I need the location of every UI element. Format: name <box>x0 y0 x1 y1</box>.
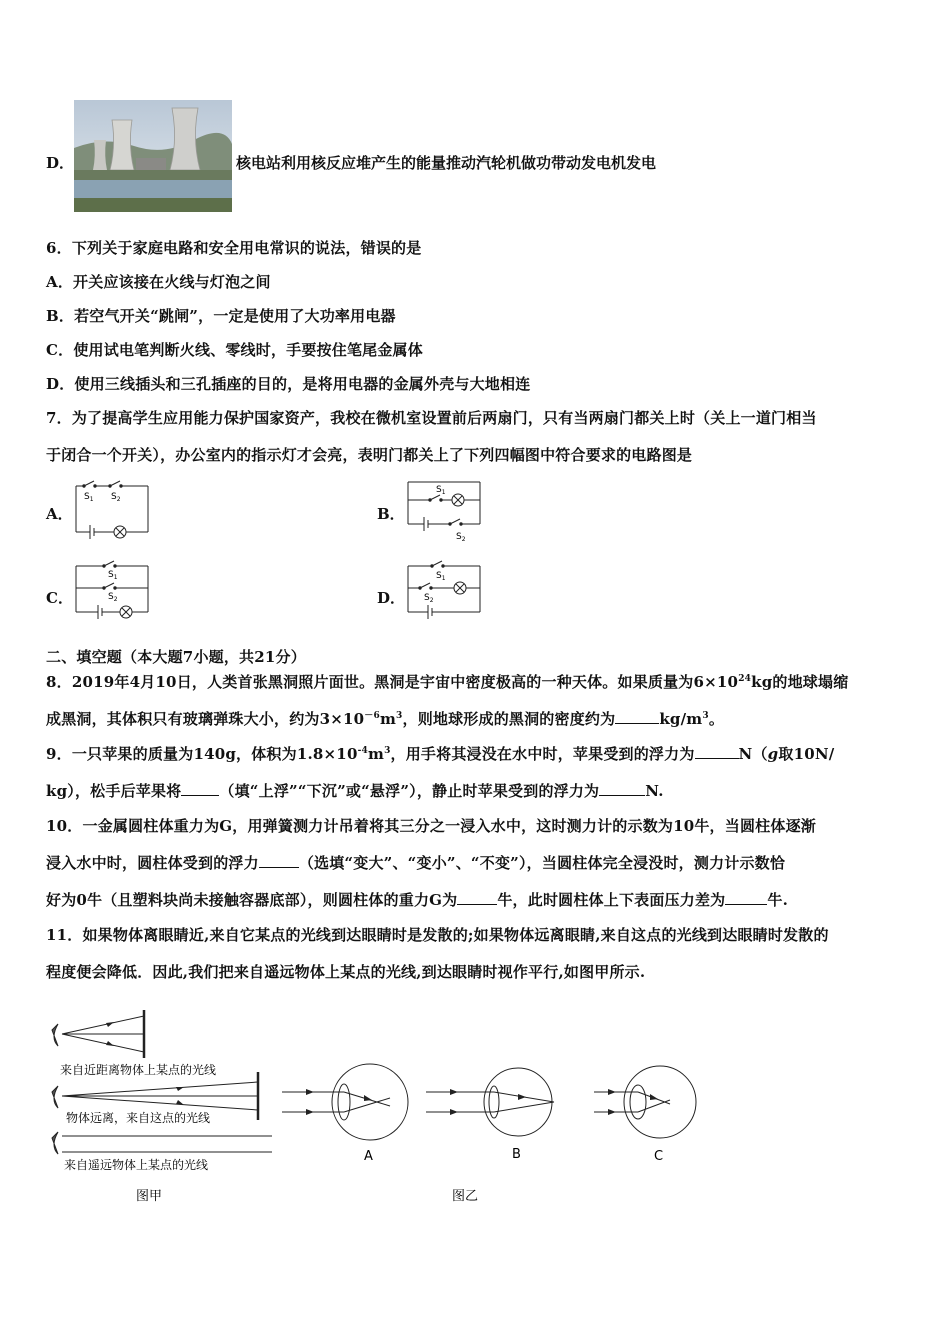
switch-s2-label: $S_2$ <box>424 593 434 604</box>
q6-option-d: D．使用三线插头和三孔插座的目的，是将用电器的金属外壳与大地相连 <box>46 375 531 393</box>
figure-yi-label-a: A <box>364 1149 373 1164</box>
answer-blank[interactable] <box>457 890 497 905</box>
switch-s1-label: $S_1$ <box>436 485 446 496</box>
q5-option-d-letter: D． <box>46 154 75 172</box>
figure-jia-label-3: 来自遥远物体上某点的光线 <box>64 1158 209 1172</box>
q9-line2: kg），松手后苹果将 （填“上浮”“下沉”或“悬浮”），静止时苹果受到的浮力为 N. <box>46 782 664 800</box>
q5-option-d-text: 核电站利用核反应堆产生的能量推动汽轮机做功带动发电机发电 <box>236 154 657 172</box>
q7-option-d-letter: D． <box>377 589 406 607</box>
answer-blank[interactable] <box>695 744 739 759</box>
switch-s2-label: $S_2$ <box>456 532 466 543</box>
figure-jia-caption: 图甲 <box>136 1189 163 1204</box>
circuit-diagram-a <box>70 478 154 542</box>
switch-s1-label: $S_1$ <box>84 492 94 503</box>
q7-stem-line1: 7．为了提高学生应用能力保护国家资产，我校在微机室设置前后两扇门，只有当两扇门都关上时（关上一道门相当 <box>46 409 817 427</box>
q6-option-c: C．使用试电笔判断火线、零线时，手要按住笔尾金属体 <box>46 341 423 359</box>
switch-s2-label: $S_2$ <box>111 492 121 503</box>
q9-line1: 9．一只苹果的质量为140g，体积为$1.8\times 10^{-4}m^3$，用手将其浸没在水中时，苹果受到的浮力为 N（g取10N/ <box>46 745 835 763</box>
q10-line1: 10．一金属圆柱体重力为G，用弹簧测力计吊着将其三分之一浸入水中，这时测力计的示数为10牛，当圆柱体逐渐 <box>46 817 816 835</box>
figure-jia-label-1: 来自近距离物体上某点的光线 <box>60 1063 217 1077</box>
switch-s2-label: $S_2$ <box>108 592 118 603</box>
switch-s1-label: $S_1$ <box>108 570 118 581</box>
answer-blank[interactable] <box>181 781 219 796</box>
answer-blank[interactable] <box>725 890 767 905</box>
answer-blank[interactable] <box>259 853 299 868</box>
q11-line2: 程度便会降低．因此,我们把来自遥远物体上某点的光线,到达眼睛时视作平行,如图甲所示. <box>46 963 646 981</box>
figure-jia <box>44 1006 280 1206</box>
answer-blank[interactable] <box>599 781 645 796</box>
q10-line2: 浸入水中时，圆柱体受到的浮力 （选填“变大”、“变小”、“不变”），当圆柱体完全浸没时，测力计示数恰 <box>46 854 786 872</box>
q6-option-a: A．开关应该接在火线与灯泡之间 <box>46 273 271 291</box>
eye-icon <box>52 1132 58 1154</box>
circuit-diagram-d <box>402 558 486 624</box>
figure-yi-label-c: C <box>654 1149 664 1164</box>
eye-icon <box>52 1086 58 1108</box>
figure-jia-label-2: 物体远离，来自这点的光线 <box>66 1111 211 1125</box>
circuit-diagram-c <box>70 560 154 624</box>
q11-line1: 11．如果物体离眼睛近,来自它某点的光线到达眼睛时是发散的;如果物体远离眼睛,来自这点的光线到达眼睛时发散的 <box>46 926 829 944</box>
q6-stem: 6．下列关于家庭电路和安全用电常识的说法，错误的是 <box>46 239 422 257</box>
q8-line1: 8．2019年4月10日，人类首张黑洞照片面世。黑洞是宇宙中密度极高的一种天体。如果质量为$6\times 10^{24}kg$的地球塌缩 <box>46 673 849 691</box>
nuclear-plant-photo <box>74 100 232 212</box>
q10-line3: 好为0牛（且塑料块尚未接触容器底部），则圆柱体的重力G为 牛，此时圆柱体上下表面压力差为 牛. <box>46 891 788 909</box>
figure-yi-label-b: B <box>512 1147 521 1162</box>
q7-option-b-letter: B． <box>377 505 405 523</box>
section-title-fill-blank: 二、填空题（本大题7小题，共21分） <box>46 648 306 666</box>
figure-yi <box>278 1056 708 1206</box>
q7-option-a-letter: A． <box>46 505 73 523</box>
q7-option-c-letter: C． <box>46 589 73 607</box>
q8-line2: 成黑洞，其体积只有玻璃弹珠大小，约为$3\times 10^{-6}m^3$，则地球形成的黑洞的密度约为 $kg/m^3$。 <box>46 710 725 728</box>
eye-icon <box>52 1024 58 1046</box>
figure-yi-caption: 图乙 <box>452 1189 479 1204</box>
q7-stem-line2: 于闭合一个开关），办公室内的指示灯才会亮，表明门都关上了下列四幅图中符合要求的电路图是 <box>46 446 693 464</box>
q6-option-b: B．若空气开关“跳闸”，一定是使用了大功率用电器 <box>46 307 396 325</box>
circuit-diagram-b <box>402 476 486 544</box>
switch-s1-label: $S_1$ <box>436 571 446 582</box>
answer-blank[interactable] <box>615 709 659 724</box>
